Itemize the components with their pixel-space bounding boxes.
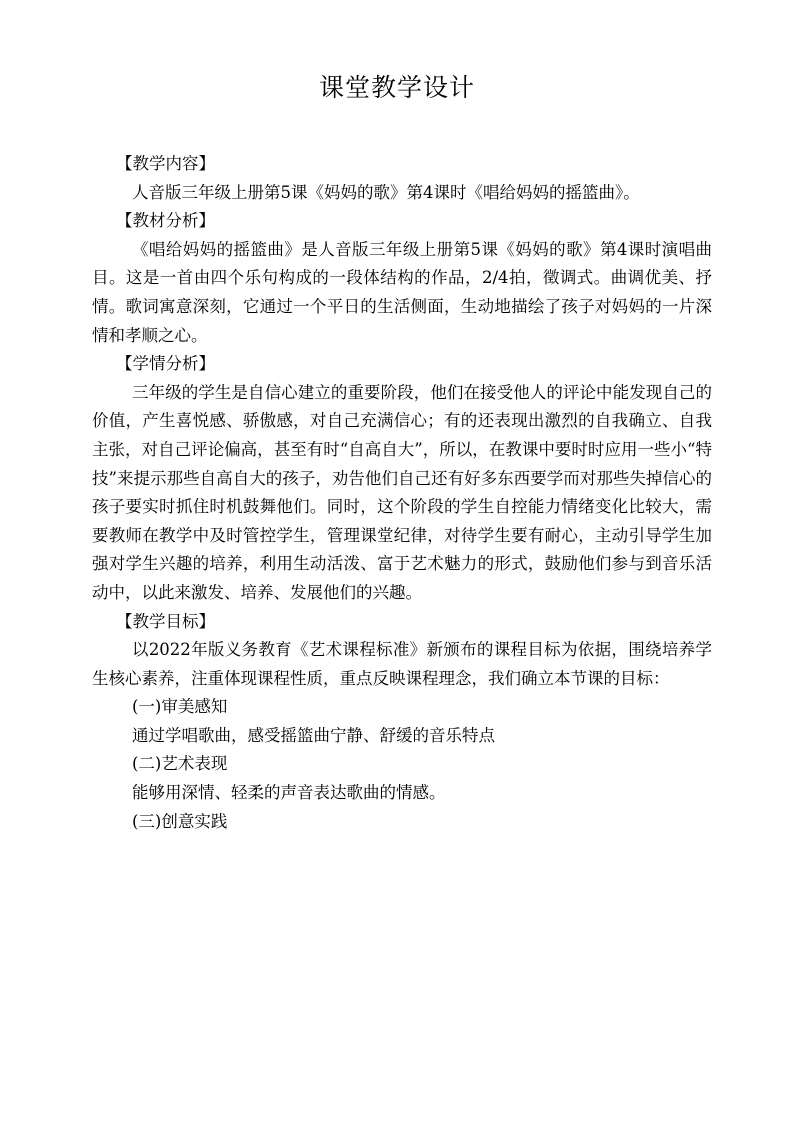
objective-label-artistic-expression: (二)艺术表现 (132, 754, 228, 774)
section-heading-student-analysis: 【学情分析】 (116, 354, 215, 374)
section-heading-teaching-content: 【教学内容】 (116, 154, 215, 173)
document-body (92, 150, 712, 836)
section-heading-material-analysis: 【教材分析】 (116, 211, 215, 231)
document-title: 课堂教学设计 (318, 73, 475, 102)
section-paragraph-teaching-objectives: 以2022年版义务教育《艺术课程标准》新颁布的课程目标为依据，围绕培养学生核心素养，注重体现课程性质，重点反映课程理念，我们确立本节课的目标： (92, 640, 712, 688)
objective-label-aesthetic: (一)审美感知 (132, 697, 228, 717)
section-paragraph-teaching-content: 人音版三年级上册第5课《妈妈的歌》第4课时《唱给妈妈的摇篮曲》。 (132, 182, 640, 202)
objective-text-aesthetic: 通过学唱歌曲，感受摇篮曲宁静、舒缓的音乐特点 (132, 725, 495, 745)
section-heading-teaching-objectives: 【教学目标】 (116, 611, 215, 631)
section-paragraph-material-analysis: 《唱给妈妈的摇篮曲》是人音版三年级上册第5课《妈妈的歌》第4课时演唱曲目。这是一首由四个乐句构成的一段体结构的作品，2/4拍，徵调式。曲调优美、抒情。歌词寓意深刻，它通过一个平日的生活侧面，生动地描绘了孩子对妈妈的一片深情和孝顺之心。 (92, 239, 712, 345)
objective-text-artistic-expression: 能够用深情、轻柔的声音表达歌曲的情感。 (132, 783, 446, 803)
objective-label-creative-practice: (三)创意实践 (132, 811, 228, 831)
section-paragraph-student-analysis: 三年级的学生是自信心建立的重要阶段，他们在接受他人的评论中能发现自己的价值，产生喜悦感、骄傲感，对自己充满信心；有的还表现出激烈的自我确立、自我主张，对自己评论偏高，甚至有时“自高自大”，所以，在教课中要时时应用一些小“特技”来提示那些自高自大的孩子，劝告他们自己还有好多东西要学而对那些失掉信心的孩子要实时抓住时机鼓舞他们。同时，这个阶段的学生自控能力情绪变化比较大，需要教师在教学中及时管控学生，管理课堂纪律，对待学生要有耐心，主动引导学生加强对学生兴趣的培养，利用生动活泼、富于艺术魅力的形式，鼓励他们参与到音乐活动中，以此来激发、培养、发展他们的兴趣。 (92, 382, 712, 602)
